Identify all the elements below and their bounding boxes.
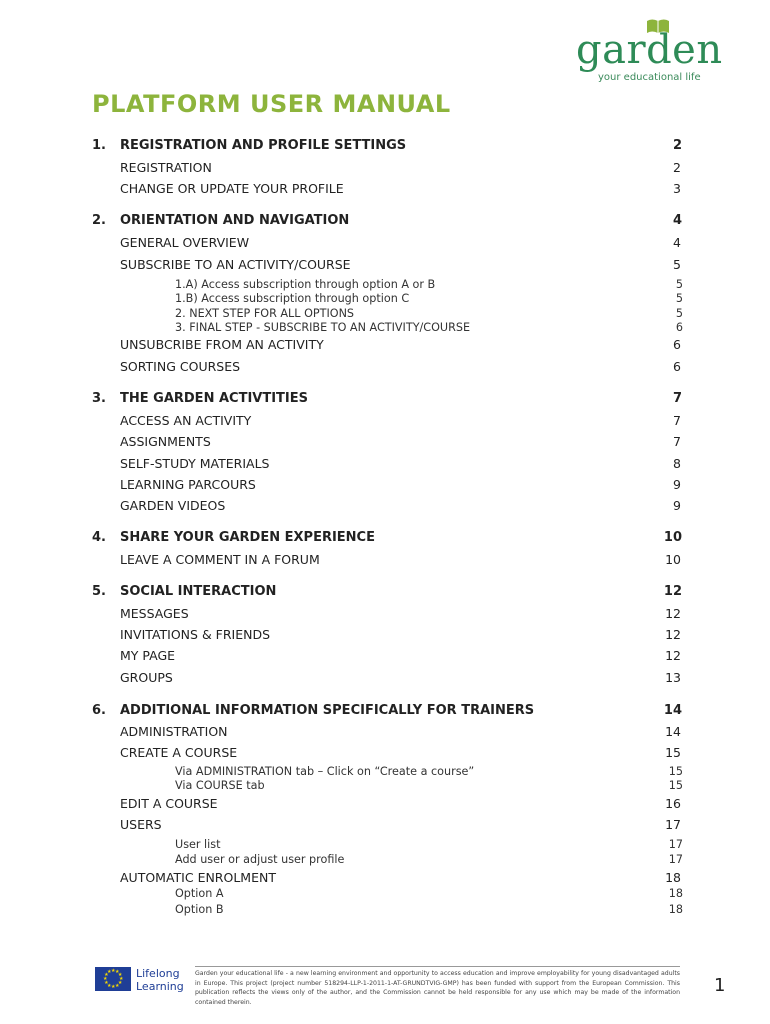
toc-entry-label: INVITATIONS & FRIENDS bbox=[120, 627, 271, 642]
eu-star-icon: ★ bbox=[104, 972, 109, 978]
toc-page-number: 5 bbox=[675, 307, 683, 320]
toc-subentry-label: 3. FINAL STEP - SUBSCRIBE TO AN ACTIVITY/COURSE bbox=[175, 321, 471, 334]
toc-entry[interactable] bbox=[120, 870, 681, 887]
eu-flag-icon bbox=[95, 967, 131, 991]
toc-entry-label: REGISTRATION bbox=[120, 160, 212, 175]
eu-star-icon: ★ bbox=[117, 972, 123, 978]
toc-section-label bbox=[92, 138, 406, 153]
toc-entry-label: SUBSCRIBE TO AN ACTIVITY/COURSE bbox=[120, 257, 351, 272]
toc-subentry[interactable] bbox=[175, 321, 683, 335]
toc-subentry[interactable] bbox=[175, 779, 683, 793]
toc-section-label bbox=[92, 530, 375, 545]
toc-page-number: 2 bbox=[672, 138, 682, 153]
toc-entry[interactable] bbox=[120, 257, 681, 274]
toc-entry-label: MY PAGE bbox=[120, 648, 176, 663]
toc-entry[interactable] bbox=[120, 670, 681, 687]
toc-entry-label: UNSUBCRIBE FROM AN ACTIVITY bbox=[120, 337, 324, 352]
eu-star-icon: ★ bbox=[107, 982, 112, 989]
eu-star-icon: ★ bbox=[104, 980, 109, 986]
toc-page-number: 13 bbox=[665, 670, 681, 685]
toc-subentry[interactable] bbox=[175, 765, 683, 779]
toc-entry-label: SORTING COURSES bbox=[120, 359, 241, 374]
toc-page-number: 9 bbox=[673, 477, 681, 492]
section-number: 6. bbox=[92, 703, 106, 718]
toc-subentry[interactable] bbox=[175, 307, 683, 321]
toc-entry[interactable] bbox=[120, 413, 681, 430]
document-title: PLATFORM USER MANUAL bbox=[92, 90, 451, 118]
toc-entry[interactable] bbox=[120, 606, 681, 623]
funding-disclaimer: Garden your educational life - a new learning environment and opportunity to access education and improve employability for young disadvantaged adults in Europe. This project (project number 518294-LLP-1-2011-1-AT-GRUNDTVIG-GMP) has been funded with support from the European Commission. This publication reflects the views only of the author, and the Commission cannot be held responsible for any use which may be made of the information contained therein. bbox=[195, 970, 680, 1006]
toc-subentry[interactable] bbox=[175, 278, 683, 292]
toc-page-number: 9 bbox=[673, 498, 681, 513]
toc-entry-label: MESSAGES bbox=[120, 606, 189, 621]
section-title: REGISTRATION AND PROFILE SETTINGS bbox=[120, 138, 407, 153]
lifelong-learning-logo bbox=[136, 967, 184, 993]
toc-entry[interactable] bbox=[120, 498, 681, 515]
toc-entry-label: LEARNING PARCOURS bbox=[120, 477, 256, 492]
eu-star-icon: ★ bbox=[117, 980, 123, 986]
toc-entry[interactable] bbox=[120, 724, 681, 741]
toc-page-number: 12 bbox=[665, 648, 681, 663]
toc-entry-label: GENERAL OVERVIEW bbox=[120, 235, 250, 250]
toc-page-number: 14 bbox=[663, 703, 682, 718]
toc-subentry-label: 1.B) Access subscription through option C bbox=[175, 292, 410, 305]
toc-page-number: 7 bbox=[673, 413, 681, 428]
toc-subentry[interactable] bbox=[175, 853, 683, 867]
toc-page-number: 12 bbox=[665, 606, 681, 621]
logo-wordmark: garden bbox=[576, 27, 723, 73]
toc-page-number: 17 bbox=[668, 838, 683, 851]
toc-entry[interactable] bbox=[120, 456, 681, 473]
toc-entry-label: CREATE A COURSE bbox=[120, 745, 238, 760]
section-title: ADDITIONAL INFORMATION SPECIFICALLY FOR TRAINERS bbox=[120, 703, 535, 718]
toc-section-label bbox=[92, 391, 308, 406]
toc-subentry[interactable] bbox=[175, 887, 683, 901]
toc-entry[interactable] bbox=[120, 235, 681, 252]
toc-entry-label: CHANGE OR UPDATE YOUR PROFILE bbox=[120, 181, 344, 196]
toc-subentry[interactable] bbox=[175, 292, 683, 306]
section-title: ORIENTATION AND NAVIGATION bbox=[120, 213, 350, 228]
section-number: 3. bbox=[92, 391, 106, 406]
toc-entry-label: ACCESS AN ACTIVITY bbox=[120, 413, 252, 428]
eu-star-icon: ★ bbox=[107, 969, 112, 976]
toc-page-number: 4 bbox=[672, 213, 682, 228]
toc-page-number: 17 bbox=[665, 817, 681, 832]
toc-entry-label: SELF-STUDY MATERIALS bbox=[120, 456, 270, 471]
eu-star-icon: ★ bbox=[111, 968, 116, 974]
toc-entry-label: GARDEN VIDEOS bbox=[120, 498, 226, 513]
eu-star-icon: ★ bbox=[103, 976, 108, 982]
eu-star-icon: ★ bbox=[119, 976, 124, 982]
toc-page-number: 10 bbox=[663, 530, 682, 545]
toc-subentry-label: Add user or adjust user profile bbox=[175, 853, 345, 866]
section-title: SHARE YOUR GARDEN EXPERIENCE bbox=[120, 530, 375, 545]
toc-subentry-label: 2. NEXT STEP FOR ALL OPTIONS bbox=[175, 307, 355, 320]
eu-star-icon: ★ bbox=[115, 982, 120, 989]
toc-page-number: 18 bbox=[668, 887, 683, 900]
toc-page-number: 2 bbox=[673, 160, 681, 175]
toc-section[interactable] bbox=[92, 703, 682, 721]
toc-section[interactable] bbox=[92, 391, 682, 409]
section-number: 4. bbox=[92, 530, 106, 545]
toc-entry-label: EDIT A COURSE bbox=[120, 796, 218, 811]
toc-page-number: 15 bbox=[668, 765, 683, 778]
toc-entry[interactable] bbox=[120, 160, 681, 177]
section-number: 2. bbox=[92, 213, 106, 228]
toc-page-number: 18 bbox=[668, 903, 683, 916]
toc-entry[interactable] bbox=[120, 181, 681, 198]
toc-page-number: 5 bbox=[673, 257, 681, 272]
toc-subentry-label: Via COURSE tab bbox=[175, 779, 265, 792]
toc-page-number: 17 bbox=[668, 853, 683, 866]
toc-section[interactable] bbox=[92, 213, 682, 231]
toc-entry[interactable] bbox=[120, 745, 681, 762]
eu-star-icon: ★ bbox=[111, 984, 116, 990]
toc-page-number: 7 bbox=[672, 391, 682, 406]
toc-entry-label: USERS bbox=[120, 817, 162, 832]
toc-page-number: 12 bbox=[663, 584, 682, 599]
section-number: 1. bbox=[92, 138, 106, 153]
toc-page-number: 12 bbox=[665, 627, 681, 642]
toc-page-number: 15 bbox=[668, 779, 683, 792]
toc-page-number: 14 bbox=[665, 724, 681, 739]
toc-page-number: 6 bbox=[673, 337, 681, 352]
toc-entry-label: ADMINISTRATION bbox=[120, 724, 228, 739]
toc-entry-label: LEAVE A COMMENT IN A FORUM bbox=[120, 552, 320, 567]
program-name-line1: Lifelong bbox=[136, 967, 180, 980]
toc-section[interactable] bbox=[92, 138, 682, 156]
toc-entry-label: ASSIGNMENTS bbox=[120, 434, 211, 449]
section-number: 5. bbox=[92, 584, 106, 599]
toc-subentry-label: 1.A) Access subscription through option A or B bbox=[175, 278, 436, 291]
toc-page-number: 10 bbox=[665, 552, 681, 567]
toc-subentry-label: Option A bbox=[175, 887, 224, 900]
toc-page-number: 3 bbox=[673, 181, 681, 196]
toc-entry[interactable] bbox=[120, 552, 681, 569]
toc-page-number: 6 bbox=[673, 359, 681, 374]
toc-entry[interactable] bbox=[120, 817, 681, 834]
program-name-line2: Learning bbox=[136, 980, 184, 993]
toc-page-number: 16 bbox=[665, 796, 681, 811]
toc-entry[interactable] bbox=[120, 359, 681, 376]
toc-entry[interactable] bbox=[120, 796, 681, 813]
eu-star-icon: ★ bbox=[115, 969, 120, 976]
toc-page-number: 15 bbox=[665, 745, 681, 760]
toc-subentry-label: User list bbox=[175, 838, 221, 851]
toc-page-number: 6 bbox=[675, 321, 683, 334]
toc-subentry-label: Option B bbox=[175, 903, 224, 916]
toc-entry[interactable] bbox=[120, 434, 681, 451]
toc-section-label bbox=[92, 584, 276, 599]
toc-entry[interactable] bbox=[120, 337, 681, 354]
toc-subentry[interactable] bbox=[175, 838, 683, 852]
page-number: 1 bbox=[714, 975, 726, 996]
section-title: THE GARDEN ACTIVTITIES bbox=[120, 391, 308, 406]
toc-entry[interactable] bbox=[120, 627, 681, 644]
garden-logo bbox=[576, 18, 723, 90]
toc-entry[interactable] bbox=[120, 648, 681, 665]
toc-page-number: 7 bbox=[673, 434, 681, 449]
toc-subentry-label: Via ADMINISTRATION tab – Click on “Create a course” bbox=[175, 765, 475, 778]
logo-tagline: your educational life bbox=[598, 72, 701, 83]
toc-section[interactable] bbox=[92, 584, 682, 602]
toc-section-label bbox=[92, 213, 349, 228]
toc-section[interactable] bbox=[92, 530, 682, 548]
toc-page-number: 4 bbox=[673, 235, 681, 250]
toc-section-label bbox=[92, 703, 534, 718]
toc-entry-label: AUTOMATIC ENROLMENT bbox=[120, 870, 276, 885]
toc-page-number: 8 bbox=[673, 456, 681, 471]
toc-subentry[interactable] bbox=[175, 903, 683, 917]
toc-entry-label: GROUPS bbox=[120, 670, 173, 685]
section-title: SOCIAL INTERACTION bbox=[120, 584, 277, 599]
toc-entry[interactable] bbox=[120, 477, 681, 494]
toc-page-number: 18 bbox=[665, 870, 681, 885]
footer-divider bbox=[195, 966, 680, 967]
toc-page-number: 5 bbox=[675, 278, 683, 291]
toc-page-number: 5 bbox=[675, 292, 683, 305]
